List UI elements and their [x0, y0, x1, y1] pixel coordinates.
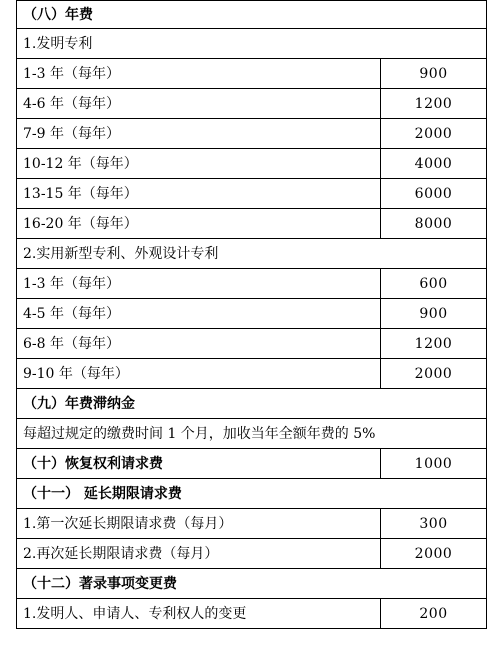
- section-title-late-fee: （九）年费滞纳金: [17, 389, 487, 419]
- table-row: [17, 209, 487, 239]
- table-row: [17, 179, 487, 209]
- section-header-row: [17, 1, 487, 29]
- note-row: [17, 419, 487, 449]
- subsection-row: [17, 239, 487, 269]
- subsection-title-invention: 1.发明专利: [17, 29, 487, 59]
- fee-label: 1.第一次延长期限请求费（每月）: [17, 509, 381, 539]
- table-row: [17, 509, 487, 539]
- table-row: [17, 149, 487, 179]
- fee-amount: 300: [381, 509, 487, 539]
- fee-label: 2.再次延长期限请求费（每月）: [17, 539, 381, 569]
- section-title-annual-fee: （八）年费: [17, 1, 487, 29]
- section-header-row: [17, 389, 487, 419]
- fee-label: 4-5 年（每年）: [17, 299, 381, 329]
- fee-label: 13-15 年（每年）: [17, 179, 381, 209]
- table-row: [17, 119, 487, 149]
- fee-amount: 200: [381, 599, 487, 629]
- fee-label: 7-9 年（每年）: [17, 119, 381, 149]
- fee-amount: 6000: [381, 179, 487, 209]
- subsection-title-utility-design: 2.实用新型专利、外观设计专利: [17, 239, 487, 269]
- fee-table: [16, 0, 487, 629]
- section-title-extension: （十一） 延长期限请求费: [17, 479, 487, 509]
- fee-label: 1.发明人、申请人、专利权人的变更: [17, 599, 381, 629]
- table-row: [17, 269, 487, 299]
- fee-label: 1-3 年（每年）: [17, 269, 381, 299]
- table-row: [17, 359, 487, 389]
- table-row: [17, 299, 487, 329]
- table-row: [17, 89, 487, 119]
- table-row: [17, 599, 487, 629]
- fee-label: 16-20 年（每年）: [17, 209, 381, 239]
- fee-label: 10-12 年（每年）: [17, 149, 381, 179]
- fee-label: 1-3 年（每年）: [17, 59, 381, 89]
- fee-amount: 2000: [381, 539, 487, 569]
- fee-amount: 2000: [381, 359, 487, 389]
- fee-amount: 600: [381, 269, 487, 299]
- fee-amount: 2000: [381, 119, 487, 149]
- section-header-row: [17, 569, 487, 599]
- late-fee-note: 每超过规定的缴费时间 1 个月，加收当年全额年费的 5%: [17, 419, 487, 449]
- section-title-restoration: （十）恢复权利请求费: [17, 449, 381, 479]
- fee-label: 4-6 年（每年）: [17, 89, 381, 119]
- fee-amount: 1000: [381, 449, 487, 479]
- fee-amount: 900: [381, 59, 487, 89]
- fee-amount: 900: [381, 299, 487, 329]
- table-row: [17, 539, 487, 569]
- section-header-row: [17, 479, 487, 509]
- section-header-row: [17, 449, 487, 479]
- table-row: [17, 59, 487, 89]
- fee-label: 9-10 年（每年）: [17, 359, 381, 389]
- fee-amount: 8000: [381, 209, 487, 239]
- table-row: [17, 329, 487, 359]
- fee-amount: 4000: [381, 149, 487, 179]
- subsection-row: [17, 29, 487, 59]
- fee-amount: 1200: [381, 89, 487, 119]
- fee-label: 6-8 年（每年）: [17, 329, 381, 359]
- fee-amount: 1200: [381, 329, 487, 359]
- section-title-bibliographic-change: （十二）著录事项变更费: [17, 569, 487, 599]
